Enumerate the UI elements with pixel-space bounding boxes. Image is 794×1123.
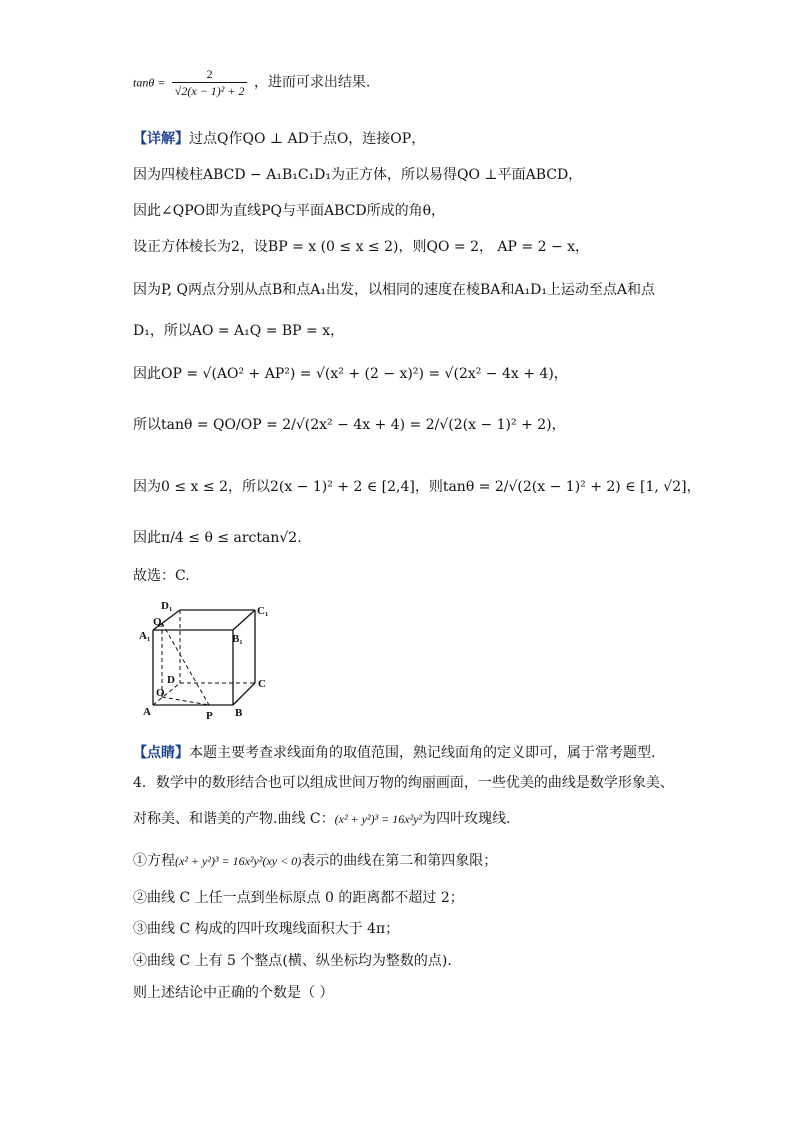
edge-B1-C1 bbox=[233, 610, 255, 630]
segment-Q-P bbox=[162, 623, 209, 705]
detail-line-4: 设正方体棱长为2，设BP = x (0 ≤ x ≤ 2)，则QO = 2， AP = 2 − x， bbox=[133, 239, 590, 255]
detail-line-3: 因此∠QPO即为直线PQ与平面ABCD所成的角θ， bbox=[133, 203, 446, 219]
comment-line bbox=[133, 746, 655, 760]
label-C: C bbox=[258, 678, 266, 690]
label-O: O bbox=[156, 687, 165, 699]
option-1-tail: 表示的曲线在第二和第四象限； bbox=[301, 853, 498, 869]
q4-intro: 对称美、和谐美的产物.曲线 C： bbox=[133, 811, 335, 827]
label-B: B bbox=[235, 707, 243, 719]
comment-text: 本题主要考查求线面角的取值范围，熟记线面角的定义即可，属于常考题型. bbox=[189, 745, 656, 761]
label-A: A bbox=[143, 706, 151, 718]
option-1-lead: ①方程 bbox=[133, 853, 175, 869]
q4-intro-tail: 为四叶玫瑰线. bbox=[422, 811, 511, 827]
detail-line-6: D₁，所以AO = A₁Q = BP = x， bbox=[133, 323, 345, 339]
detail-text-1: 过点Q作QO ⊥ AD于点O，连接OP， bbox=[189, 131, 426, 147]
q4-option-3: ③曲线 C 构成的四叶玫瑰线面积大于 4π； bbox=[133, 921, 400, 937]
tan-line-tail: ，进而可求出结果. bbox=[253, 74, 371, 91]
label-D: D bbox=[167, 674, 175, 686]
comment-tag: 【点睛】 bbox=[133, 745, 189, 761]
tan-label: tanθ = bbox=[133, 75, 166, 90]
segment-O-P bbox=[162, 697, 209, 705]
detail-line-9: 因为0 ≤ x ≤ 2，所以2(x − 1)² + 2 ∈ [2,4]，则tanθ = 2/√(2(x − 1)² + 2) ∈ [1, √2]， bbox=[133, 479, 701, 495]
detail-line-8: 所以tanθ = QO/OP = 2/√(2x² − 4x + 4) = 2/√(2(x − 1)² + 2)， bbox=[133, 417, 566, 433]
option-1-condition: (xy < 0) bbox=[262, 854, 302, 868]
tan-formula-line bbox=[133, 68, 370, 97]
fraction-denominator: √2(x − 1)² + 2 bbox=[172, 82, 248, 97]
fraction-numerator: 2 bbox=[206, 67, 213, 81]
detail-line-11: 故选：C. bbox=[133, 568, 190, 584]
label-D1: D₁ bbox=[161, 600, 173, 612]
label-B1: B₁ bbox=[232, 633, 243, 645]
detail-line-7: 因此OP = √(AO² + AP²) = √(x² + (2 − x)²) = √(2x² − 4x + 4)， bbox=[133, 366, 568, 382]
cube-figure bbox=[133, 600, 283, 730]
q4-option-2: ②曲线 C 上任一点到坐标原点 0 的距离都不超过 2； bbox=[133, 890, 464, 906]
edge-B-C bbox=[233, 683, 255, 705]
label-A1: A₁ bbox=[139, 630, 151, 642]
option-1-equation: (x² + y²)³ = 16x²y² bbox=[175, 854, 263, 868]
q4-equation: (x² + y²)³ = 16x²y² bbox=[334, 812, 423, 826]
label-C1: C₁ bbox=[257, 605, 269, 617]
detail-line-10: 因此π/4 ≤ θ ≤ arctan√2. bbox=[133, 530, 302, 546]
q4-line-2 bbox=[133, 812, 511, 826]
q4-line-1: 4．数学中的数形结合也可以组成世间万物的绚丽画面，一些优美的曲线是数学形象美、 bbox=[133, 775, 674, 791]
detail-line-2: 因为四棱柱ABCD − A₁B₁C₁D₁为正方体，所以易得QO ⊥平面ABCD， bbox=[133, 167, 583, 183]
q4-option-1 bbox=[133, 854, 497, 868]
tan-fraction bbox=[172, 68, 248, 97]
label-P: P bbox=[206, 710, 213, 722]
label-Q: Q bbox=[153, 616, 162, 628]
detail-tag: 【详解】 bbox=[133, 131, 189, 147]
q4-option-4: ④曲线 C 上有 5 个整点(横、纵坐标均为整数的点). bbox=[133, 953, 452, 969]
detail-line-5: 因为P, Q两点分别从点B和点A₁出发，以相同的速度在棱BA和A₁D₁上运动至点A和点 bbox=[133, 282, 656, 298]
detail-line-1 bbox=[133, 132, 425, 146]
q4-question: 则上述结论中正确的个数是（ ） bbox=[133, 985, 334, 1001]
